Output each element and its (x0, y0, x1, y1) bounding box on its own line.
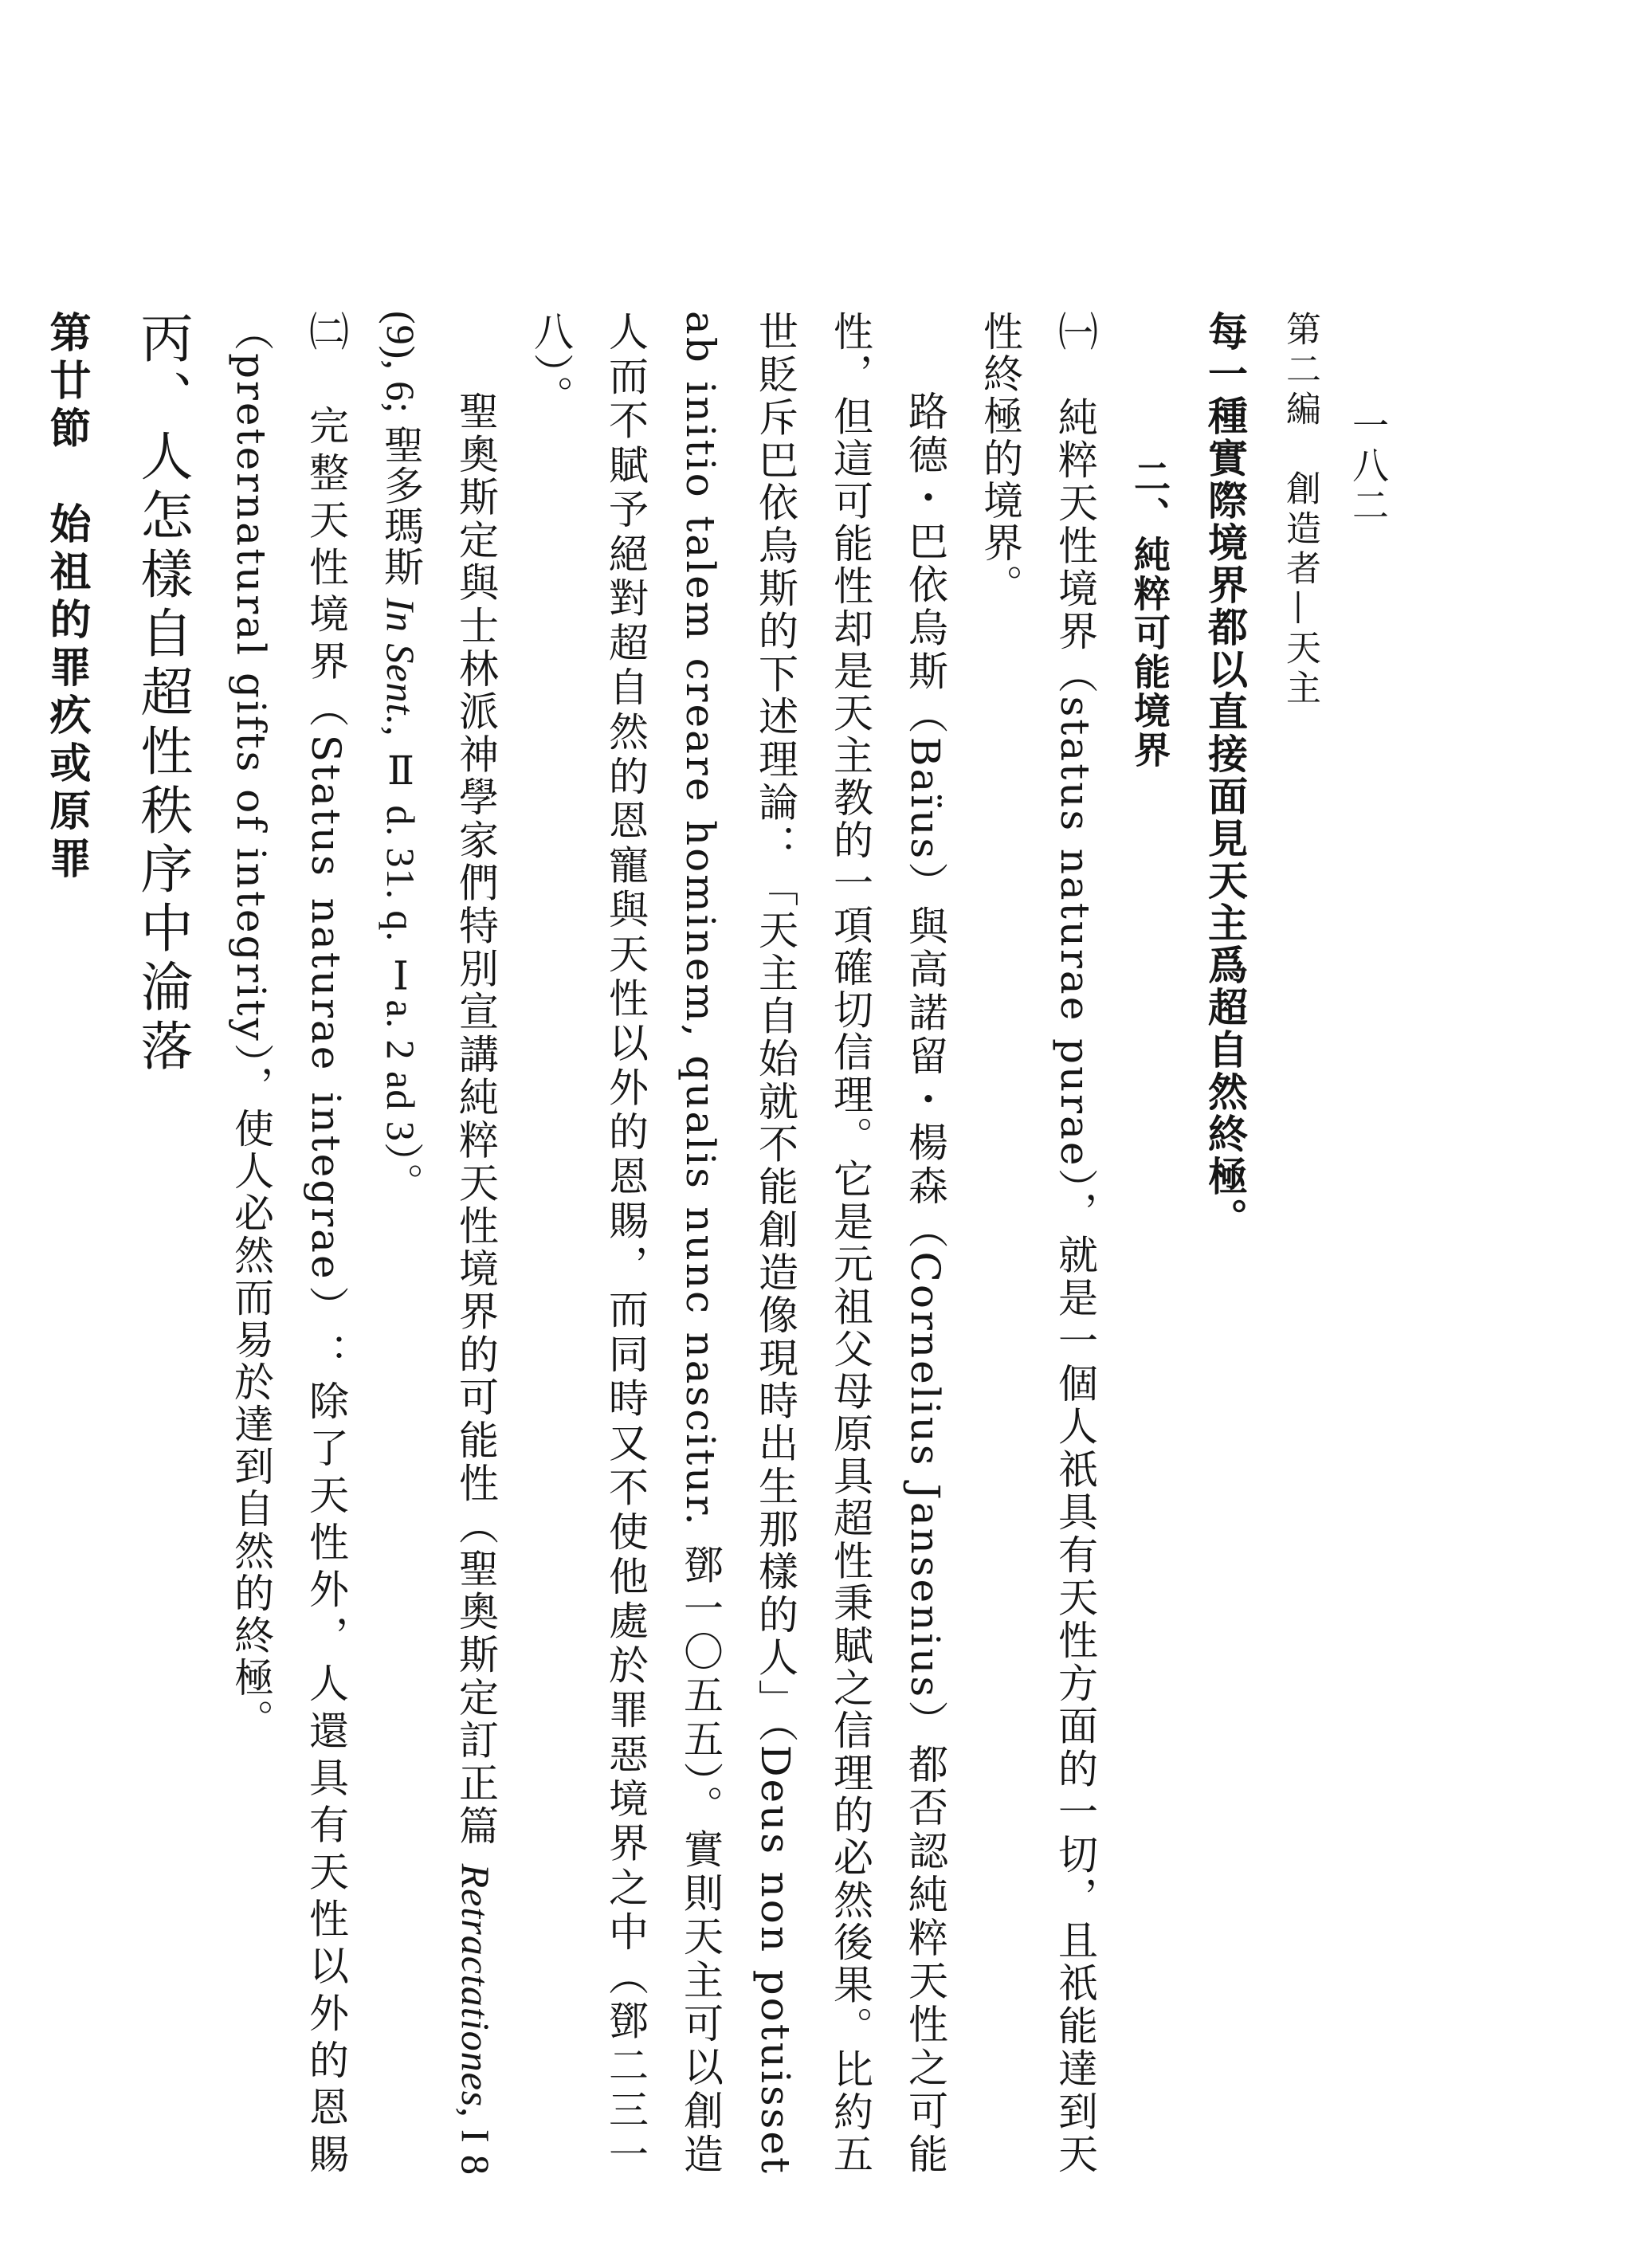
paragraph-text: 完整天性境界（Status naturae integrae）：除了天性外，人還具有天性以外的恩賜（preternatural gifts of integrity），使人必然而易於達到自然的終極。 (228, 311, 349, 2176)
running-head: 第二編 創造者—天主 (1280, 311, 1320, 709)
paragraph-final-goal (1187, 311, 1262, 2176)
paragraph-integral-nature (214, 311, 363, 2176)
paragraph-text: 純粹天性境界（status naturae purae），就是一個人祇具有天性方面的一切，且祇能達到天性終極的境界。 (977, 311, 1098, 2176)
page-number: 一八二 (1347, 406, 1390, 526)
section-heading: 丙、人怎樣自超性秩序中淪落 (131, 311, 193, 1077)
paragraph-pure-nature (963, 311, 1112, 2176)
paragraph-text: , I 8 (9), 6; 聖多瑪斯 (379, 311, 498, 2176)
paragraph-text: 聖奧斯定與士林派神學家們特別宣講純粹天性境界的可能性（聖奧斯定訂正篇 (453, 390, 499, 1864)
sub-heading: 二、純粹可能境界 (1128, 457, 1171, 770)
paragraph-text: 每一種實際境界都以直接面見天主爲超自然終極。 (1202, 311, 1248, 1240)
body-text (22, 311, 1337, 2176)
paragraph-text: 路德・巴依烏斯（Baïus）與高諾留・楊森（Cornelius Jansenius）都否認純粹天性之可能性，但這可能性却是天主教的一項確切信理。它是元祖父母原具超性秉賦之信理的必然後果。比約五世貶斥巴依烏斯的下述理論：「天主自始就不能創造像現時出生那樣的人」（Deus non potuisset ab initio talem creare hominem, qualis nunc nascitur. 鄧一〇五五）。實則天主可以創造人而不賦予絕對超自然的恩寵與天性以外的恩賜，而同時又不使他處於罪惡境界之中（鄧二三一八）。 (528, 311, 948, 2176)
chapter-heading: 第廿節 始祖的罪疚或原罪 (42, 311, 90, 885)
item-label: ㈠ (1052, 311, 1098, 354)
paragraph-text: , Ⅱ d. 31. q. Ⅰa. 2 ad 3）。 (379, 725, 423, 1203)
paragraph-augustine (363, 311, 513, 2176)
paragraph-baius (513, 311, 963, 2176)
item-label: ㈡ (303, 311, 349, 359)
italic-title: In Sent. (379, 598, 423, 726)
italic-title: Retractationes (453, 1863, 498, 2108)
